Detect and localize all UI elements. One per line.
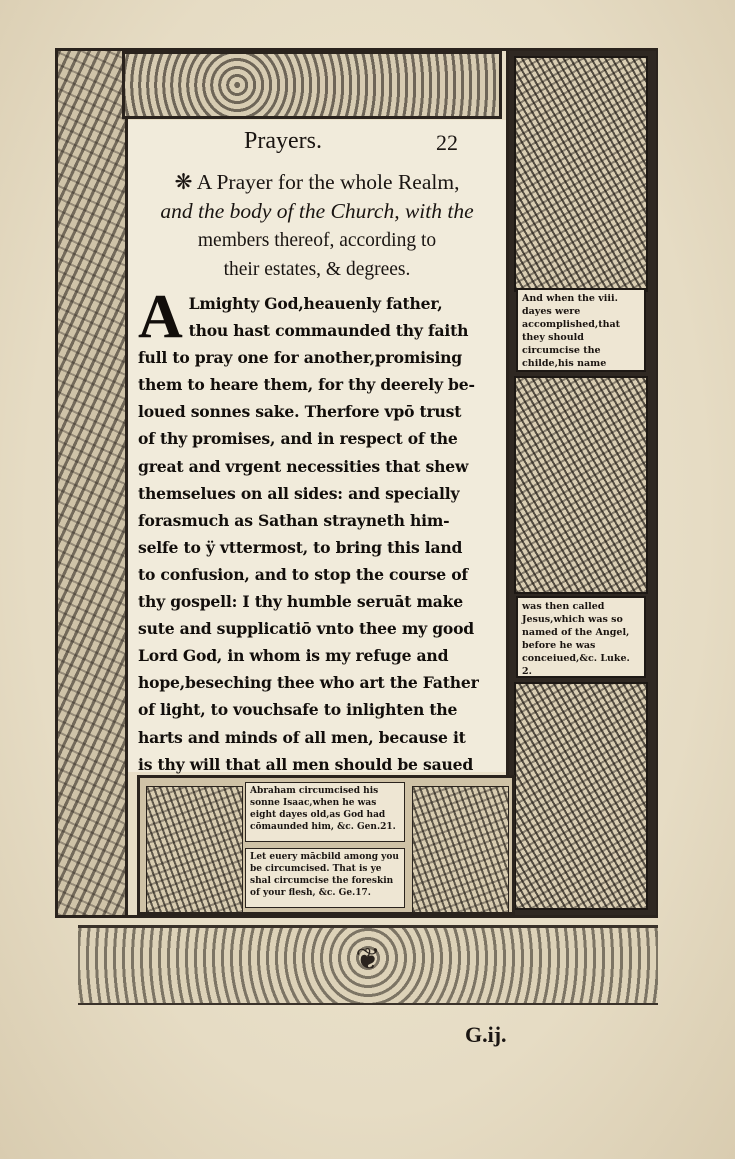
text-line: hope,beseching thee who art the Father [138, 673, 479, 693]
heading-line-4: their estates, & degrees. [223, 259, 411, 280]
text-line: is thy will that all men should be saued [138, 754, 474, 774]
ornamental-border-bottom [78, 925, 658, 1005]
text-line: thou hast commaunded thy faith [188, 321, 469, 341]
heading-line-2: and the body of the Church, with the [160, 199, 474, 223]
woodcut-presentation [514, 56, 648, 292]
text-line: selfe to ÿ vttermost, to bring this land [138, 537, 463, 557]
heading-line-3: members thereof, according to [197, 230, 437, 251]
ornament-icon: ❦ [355, 943, 381, 976]
side-caption-1: And when the viii. dayes were accomplished,that they should circumcise the childe,his name [516, 288, 646, 372]
heading-line-1: ❋ A Prayer for the whole Realm, [174, 170, 460, 194]
text-line: thy gospell: I thy humble seruāt make [138, 592, 463, 612]
text-line: to confusion, and to stop the course of [138, 564, 468, 584]
text-line: them to heare them, for thy deerely be- [138, 375, 475, 395]
signature-mark: G.ij. [465, 1022, 507, 1047]
text-line: loued sonnes sake. Therfore vpō trust [138, 402, 462, 422]
woodcut-figure-left [146, 786, 243, 913]
text-line: great and vrgent necessities that shew [138, 456, 469, 476]
page-number: 22 [436, 130, 458, 155]
vine-border-left [58, 51, 128, 915]
bottom-caption-1: Abraham circumcised his sonne Isaac,when he was eight dayes old,as God had cōmaunded him, &c. Gen.21. [245, 782, 405, 842]
drop-cap: A [138, 283, 183, 351]
side-caption-2: was then called Jesus,which was so named of the Angel, before he was conceiued,&c. Luke. 2. [516, 596, 646, 678]
text-line: Lord God, in whom is my refuge and [138, 646, 449, 666]
text-line: of thy promises, and in respect of the [138, 429, 458, 449]
text-line: of light, to vouchsafe to inlighten the [138, 700, 458, 720]
text-line: Lmighty God,heauenly father, [188, 294, 443, 313]
running-title: Prayers. [244, 128, 322, 154]
floral-border-top [122, 51, 502, 119]
bottom-caption-2: Let euery mācbild among you be circumcised. That is ye shal circumcise the foreskin of your flesh, &c. Ge.17. [245, 848, 405, 908]
woodcut-figure-right [412, 786, 509, 913]
text-block [128, 120, 506, 772]
text-line: themselues on all sides: and specially [138, 483, 460, 503]
text-line: full to pray one for another,promising [138, 348, 463, 368]
text-line: forasmuch as Sathan strayneth him- [138, 510, 450, 530]
prayer-heading [128, 168, 506, 284]
prayer-text [138, 283, 500, 778]
woodcut-nativity [514, 682, 648, 910]
woodcut-abraham-panel [137, 775, 515, 915]
running-header [128, 128, 506, 158]
text-line: harts and minds of all men, because it [138, 727, 466, 747]
woodcut-circumcision [514, 376, 648, 594]
text-line: sute and supplicatiō vnto thee my good [138, 619, 475, 639]
